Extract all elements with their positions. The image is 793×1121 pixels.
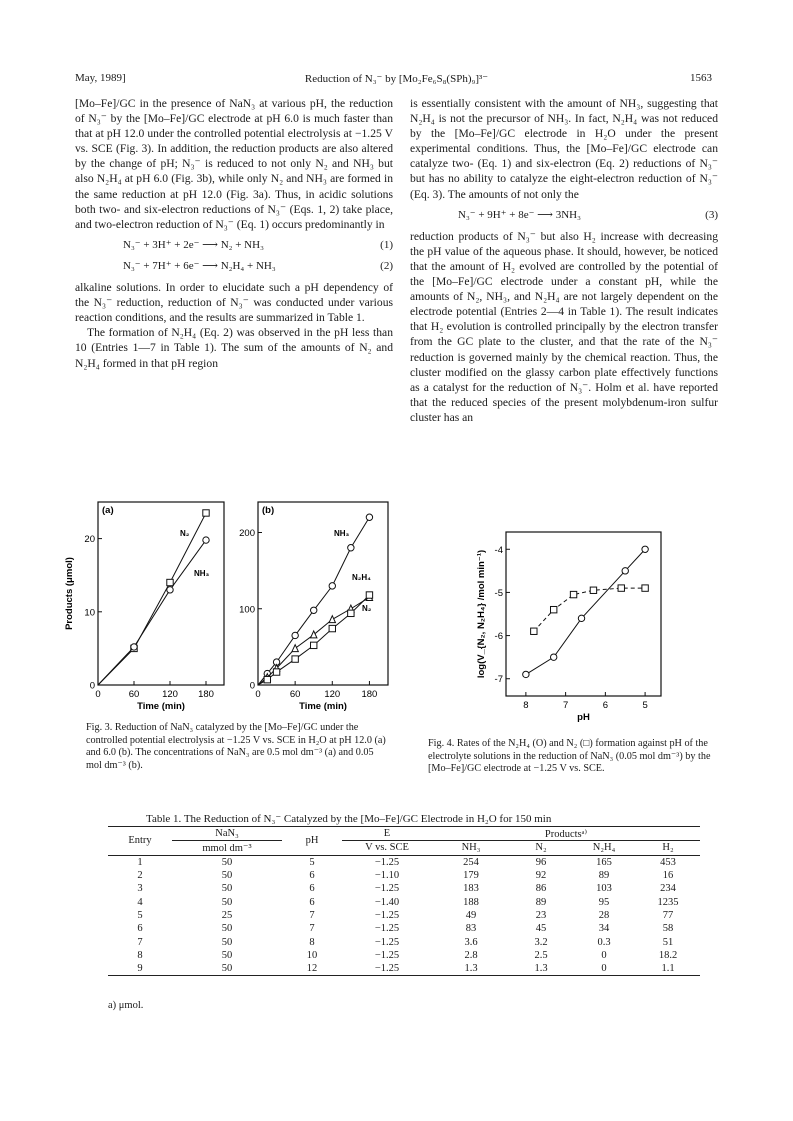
data-point (292, 656, 298, 662)
data-point (167, 587, 173, 593)
table-row (108, 962, 700, 975)
series-label: N₂ (362, 604, 372, 613)
x-tick-label: 120 (324, 689, 341, 700)
col-nh3: NH₃ (461, 842, 481, 854)
table-cell: 28 (598, 909, 610, 921)
table-cell: 12 (306, 963, 318, 975)
table-cell: 7 (309, 909, 315, 921)
col-n2: N₂ (535, 842, 547, 854)
table-cell: 50 (221, 870, 233, 882)
table-cell: 7 (137, 936, 143, 948)
table-cell: 50 (221, 936, 233, 948)
table-cell: 183 (463, 883, 479, 895)
figure-3-caption: Fig. 3. Reduction of NaN₃ catalyzed by the [Mo–Fe]/GC under the controlled potential electrolysis at −1.25 V vs. SCE in H₂O at pH 12.0 (a) and 6.0 (b). The concentrations of NaN₃ are 0.5 mol dm⁻³ (a) and 0.05 mol dm⁻³ (b). (86, 722, 386, 771)
table-cell: 3 (137, 883, 143, 895)
x-tick-label: 7 (562, 700, 569, 711)
table-cell: 16 (662, 870, 674, 882)
table-cell: 58 (662, 923, 674, 935)
y-tick-label: -4 (494, 544, 503, 556)
figure-4-caption: Fig. 4. Rates of the N₂H₄ (O) and N₂ (□) formation against pH of the electrolyte solutions in the reduction of NaN₃ (0.05 mol dm⁻³) by the [Mo–Fe]/GC electrode at −1.25 V vs. SCE. (428, 738, 711, 775)
x-tick-label: 60 (128, 689, 140, 700)
table-cell: 4 (137, 896, 143, 908)
table-cell: 1235 (657, 896, 679, 908)
data-point (531, 628, 537, 634)
data-point (311, 631, 317, 638)
x-tick-label: 120 (162, 689, 178, 700)
data-point (366, 592, 372, 598)
equation-2-number: (2) (380, 259, 393, 272)
y-tick-label: 0 (249, 680, 255, 692)
table-cell: 3.2 (534, 936, 548, 948)
panel-label: (a) (102, 505, 114, 516)
data-point (550, 654, 556, 660)
x-axis-label: Time (min) (299, 701, 347, 712)
data-point (311, 607, 317, 613)
x-tick-label: 8 (523, 700, 529, 711)
x-axis-label: pH (577, 712, 590, 723)
table-cell: 50 (221, 883, 233, 895)
table-cell: 1.3 (534, 963, 548, 975)
y-tick-label: 20 (84, 534, 95, 546)
col-e: E (342, 827, 432, 841)
data-point (570, 591, 576, 597)
equation-3-number: (3) (705, 208, 718, 221)
left-paragraph-3: The formation of N₂H₄ (Eq. 2) was observed in the pH less than 10 (Entries 1—7 in Table 1). The sum of the amounts of N₂ and N₂H₄ formed in that pH region (75, 326, 393, 370)
col-nan3-unit: mmol dm⁻³ (202, 842, 252, 854)
data-point (366, 514, 372, 520)
right-paragraph-1: is essentially consistent with the amount of NH₃, suggesting that N₂H₄ is not the precursor of NH₃. In fact, N₂H₄ was not reduced by the [Mo–Fe]/GC electrode in H₂O under the present experimental conditions. Thus, the [Mo–Fe]/GC electrode can catalyze two- (Eq. 1) and six-electron (Eq. 2) reductions of N₃⁻ but has no ability to catalyze the eight-electron reduction of N₃⁻ (Eq. 3). The amounts of not only the (410, 97, 718, 201)
data-point (578, 615, 584, 621)
data-point (292, 645, 298, 652)
table-cell: 83 (465, 923, 477, 935)
table-cell: −1.25 (374, 949, 400, 961)
left-paragraph-1: [Mo–Fe]/GC in the presence of NaN₃ at various pH, the reduction of N₃⁻ by the [Mo–Fe]/GC electrode at pH 6.0 is much faster than that at pH 12.0 under the controlled potential electrolysis at −1.25 V vs. SCE (Fig. 3). In addition, the reduction products are also altered by the change of pH; N₃⁻ is reduced to not only N₂ and NH₃ but also N₂H₄ at pH 6.0 (Fig. 3b), while only N₂ and NH₃ are formed in the same reduction at pH 12.0 (Fig. 3a). Thus, in acidic solutions both two- and six-electron reductions of N₃⁻ (Eqs. 1, 2) take place, and two-electron reduction of N₃⁻ (Eq. 1) occurs predominantly in (75, 97, 393, 231)
data-point (311, 642, 317, 648)
data-point (329, 583, 335, 589)
table-cell: 6 (137, 923, 143, 935)
col-entry: Entry (128, 835, 152, 847)
table-cell: 3.6 (464, 936, 478, 948)
y-axis-label: Products (μmol) (64, 557, 75, 630)
data-point (203, 510, 209, 516)
table-cell: 103 (596, 883, 612, 895)
data-point (203, 537, 209, 543)
table-cell: 45 (535, 923, 547, 935)
data-point (348, 545, 354, 551)
table-row (108, 855, 700, 869)
data-point (590, 587, 596, 593)
table-row (108, 909, 700, 922)
table-cell: 2 (137, 870, 143, 882)
equation-2 (75, 259, 393, 274)
right-paragraph-2: reduction products of N₃⁻ but also H₂ increase with decreasing the pH value of the aqueous phase. It should, however, be noticed that the amount of H₂ evolved are controlled by the potential of the [Mo–Fe]/GC electrode under a constant pH, while the amounts of N₂, NH₃, and N₂H₄ are not largely dependent on the electrode potential (Entries 2—4 in Table 1). The result indicates that H₂ evolution is controlled principally by the electron transfer from the GC plate to the cluster, and that the rate of the N₃⁻ reduction is governed mainly by the chemical reaction. Thus, the cluster modified on the glassy carbon plate effectively functions as a catalyst for the reduction of N₃⁻. Holm et al. have reported that the reduced species of the present molybdenum-iron sulfur cluster has an (410, 229, 718, 424)
data-point (292, 632, 298, 638)
data-point (329, 616, 335, 623)
table-cell: 50 (221, 949, 233, 961)
table-cell: 179 (463, 870, 479, 882)
data-point (523, 671, 529, 677)
y-tick-label: -5 (494, 587, 503, 599)
table-cell: 7 (309, 923, 315, 935)
table-row (108, 922, 700, 935)
col-e-unit: V vs. SCE (365, 842, 409, 854)
series-label: N₂H₄ (352, 573, 371, 582)
table-cell: 2.5 (534, 949, 548, 961)
series-label: N₂ (180, 529, 190, 538)
table-cell: 0.3 (597, 936, 611, 948)
x-tick-label: 60 (289, 689, 301, 700)
table-1-title: Table 1. The Reduction of N₃⁻ Catalyzed by the [Mo–Fe]/GC Electrode in H₂O for 150 min (146, 813, 552, 825)
figure-4-plot (470, 528, 670, 728)
equation-2-text: N₃⁻ + 7H⁺ + 6e⁻ ⟶ N₂H₄ + NH₃ (123, 259, 276, 272)
equation-1-number: (1) (380, 238, 393, 251)
table-cell: −1.10 (374, 870, 400, 882)
series-line (98, 513, 206, 685)
table-cell: −1.25 (374, 936, 400, 948)
data-point (642, 546, 648, 552)
table-cell: 89 (535, 896, 547, 908)
figure-3 (62, 498, 402, 716)
left-paragraph-2: alkaline solutions. In order to elucidate such a pH dependency of the N₃⁻ reduction, reduction of N₃⁻ was conducted under various reaction conditions, and the results are summarized in Table 1. (75, 281, 393, 325)
table-cell: 49 (465, 909, 477, 921)
y-tick-label: 0 (89, 680, 95, 692)
table-cell: 5 (309, 856, 315, 868)
col-nan3: NaN₃ (172, 827, 282, 841)
x-tick-label: 0 (255, 689, 261, 700)
table-cell: 234 (660, 883, 676, 895)
col-ph: pH (305, 835, 319, 847)
plot-frame (98, 502, 224, 685)
table-cell: 95 (598, 896, 610, 908)
equation-3 (410, 208, 718, 223)
series-label: NH₃ (194, 569, 210, 578)
series-line (98, 540, 206, 685)
table-cell: 50 (221, 856, 233, 868)
table-cell: 77 (662, 909, 674, 921)
page-number: 1563 (690, 72, 712, 84)
table-cell: −1.25 (374, 963, 400, 975)
equation-1 (75, 238, 393, 253)
table-cell: 50 (221, 923, 233, 935)
x-tick-label: 0 (95, 689, 101, 700)
x-tick-label: 5 (642, 700, 648, 711)
table-cell: 6 (309, 870, 315, 882)
table-row (108, 882, 700, 895)
data-point (131, 644, 137, 650)
table-cell: 453 (660, 856, 676, 868)
data-point (618, 585, 624, 591)
table-row (108, 869, 700, 882)
table-cell: −1.25 (374, 883, 400, 895)
data-point (167, 579, 173, 585)
table-1-body (108, 855, 700, 975)
table-cell: 165 (596, 856, 612, 868)
table-row (108, 895, 700, 908)
table-cell: 8 (309, 936, 315, 948)
table-cell: 18.2 (658, 949, 678, 961)
x-axis-label: Time (min) (137, 701, 185, 712)
equation-1-text: N₃⁻ + 3H⁺ + 2e⁻ ⟶ N₂ + NH₃ (123, 238, 264, 251)
table-cell: −1.25 (374, 923, 400, 935)
col-n2h4: N₂H₄ (592, 842, 616, 854)
data-point (273, 669, 279, 675)
table-cell: 0 (601, 949, 607, 961)
table-cell: 96 (535, 856, 547, 868)
table-1 (108, 826, 700, 976)
col-h2: H₂ (662, 842, 674, 854)
table-1-footnote: a) μmol. (108, 1000, 144, 1011)
x-tick-label: 6 (602, 700, 609, 711)
table-cell: 23 (535, 909, 547, 921)
panel-label: (b) (262, 505, 275, 516)
y-tick-label: 200 (239, 528, 255, 539)
table-cell: −1.25 (374, 909, 400, 921)
table-cell: 25 (221, 909, 233, 921)
table-cell: 8 (137, 949, 143, 961)
table-cell: 51 (662, 936, 674, 948)
table-cell: 1.1 (661, 963, 675, 975)
running-header-left: May, 1989] (75, 72, 126, 84)
running-header-title: Reduction of N₃⁻ by [Mo₂Fe₆S₈(SPh)₉]³⁻ (304, 73, 489, 85)
data-point (550, 606, 556, 612)
table-cell: 0 (601, 963, 607, 975)
data-point (329, 625, 335, 631)
table-cell: 9 (137, 963, 143, 975)
table-cell: 92 (535, 870, 547, 882)
table-cell: 10 (306, 949, 318, 961)
table-cell: 86 (535, 883, 547, 895)
x-tick-label: 180 (361, 689, 378, 700)
table-cell: 188 (463, 896, 479, 908)
table-cell: 5 (137, 909, 143, 921)
series-label: NH₃ (334, 529, 350, 538)
table-cell: 254 (463, 856, 479, 868)
data-point (642, 585, 648, 591)
col-products: Productsᵃ⁾ (432, 827, 700, 841)
table-cell: 89 (598, 870, 610, 882)
table-cell: 1 (137, 856, 143, 868)
figure-4 (470, 528, 670, 728)
data-point (264, 676, 270, 682)
table-cell: 6 (309, 896, 315, 908)
table-cell: −1.25 (374, 856, 400, 868)
left-column (75, 96, 393, 371)
x-tick-label: 180 (198, 689, 214, 700)
table-cell: 1.3 (464, 963, 478, 975)
table-cell: 6 (309, 883, 315, 895)
right-column (410, 96, 718, 425)
y-tick-label: 10 (84, 607, 95, 619)
table-cell: 2.8 (464, 949, 478, 961)
y-axis-label: log(V_{N₂, N₂H₄} /mol min⁻¹) (476, 549, 487, 679)
data-point (622, 568, 628, 574)
table-1-grid (108, 827, 700, 975)
y-tick-label: 100 (239, 604, 255, 616)
equation-3-text: N₃⁻ + 9H⁺ + 8e⁻ ⟶ 3NH₃ (458, 208, 581, 221)
table-row (108, 949, 700, 962)
table-cell: 50 (221, 963, 233, 975)
table-cell: 34 (598, 923, 610, 935)
table-cell: −1.40 (374, 896, 400, 908)
table-row (108, 935, 700, 948)
y-tick-label: -6 (494, 631, 503, 643)
figure-3-plot (62, 498, 402, 716)
data-point (348, 610, 354, 616)
table-cell: 50 (221, 896, 233, 908)
y-tick-label: -7 (494, 674, 503, 686)
